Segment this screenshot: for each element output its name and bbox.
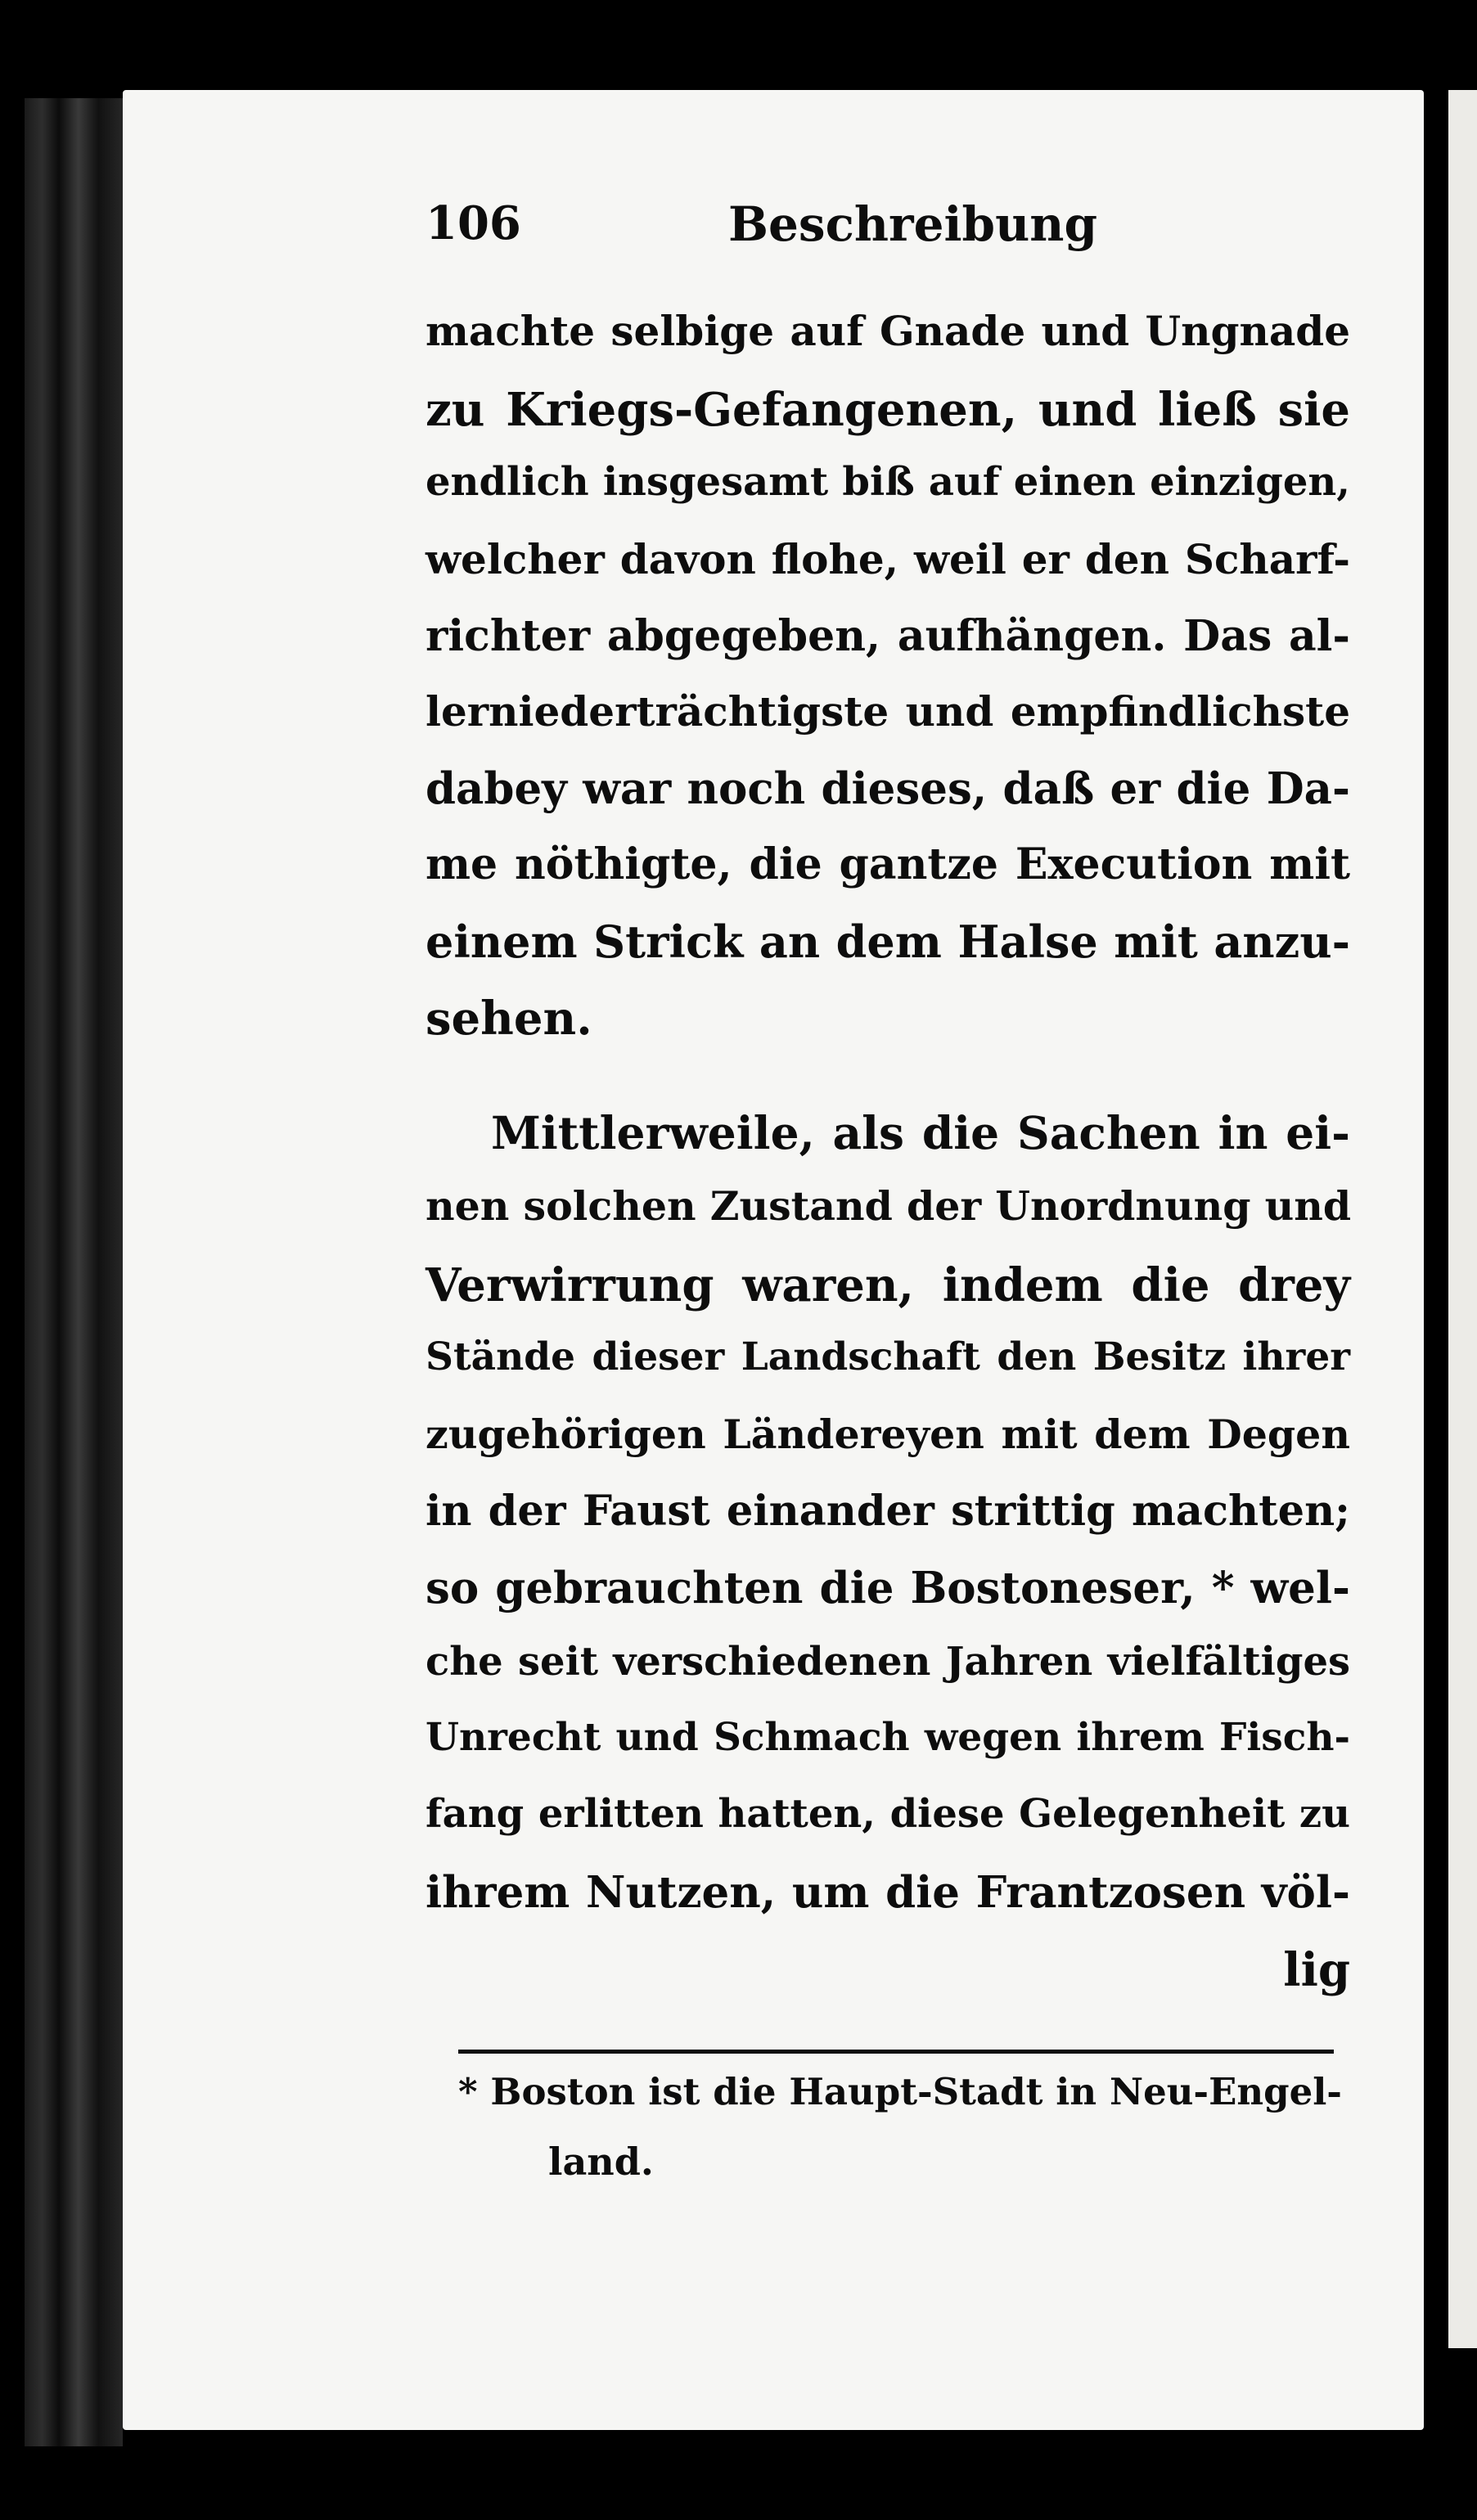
text-line: sehen. <box>426 992 592 1046</box>
text-line: so gebrauchten die Bostoneser, * wel- <box>426 1563 1350 1613</box>
text-line: Stände dieser Landschaft den Besitz ihrer <box>426 1334 1350 1379</box>
page-number: 106 <box>426 196 521 250</box>
text-line: me nöthigte, die gantze Execution mit <box>426 839 1350 889</box>
footnote-rule <box>458 2050 1334 2054</box>
text-line: ihrem Nutzen, um die Frantzosen völ- <box>426 1867 1350 1918</box>
text-line: welcher davon flohe, weil er den Scharf- <box>426 535 1350 583</box>
text-line: fang erlitten hatten, diese Gelegenheit zu <box>426 1791 1350 1837</box>
text-line: che seit verschiedenen Jahren vielfältiges <box>426 1639 1350 1685</box>
paragraph-first-line: Mittlerweile, als die Sachen in ei- <box>491 1106 1350 1159</box>
text-line: dabey war noch dieses, daß er die Da- <box>426 763 1350 814</box>
text-line: endlich insgesamt biß auf einen einzigen, <box>426 459 1350 505</box>
page-header <box>426 196 1162 270</box>
text-line: lerniederträchtigste und empfindlichste <box>426 687 1350 736</box>
text-line: zu Kriegs-Gefangenen, und ließ sie <box>426 383 1350 437</box>
text-line: einem Strick an dem Halse mit anzu- <box>426 916 1350 968</box>
catchword: lig <box>1283 1943 1350 1997</box>
footnote-line: * Boston ist die Haupt-Stadt in Neu-Engel- <box>458 2070 1342 2113</box>
text-line: Verwirrung waren, indem die drey <box>426 1258 1350 1312</box>
text-line: zugehörigen Ländereyen mit dem Degen <box>426 1411 1350 1458</box>
facing-page-edge <box>1448 90 1477 2348</box>
text-line: Unrecht und Schmach wegen ihrem Fisch- <box>426 1715 1350 1760</box>
text-line: richter abgegeben, aufhängen. Das al- <box>426 611 1350 661</box>
text-line: nen solchen Zustand der Unordnung und <box>426 1182 1352 1230</box>
footnote-line: land. <box>548 2140 654 2184</box>
text-line: in der Faust einander strittig machten; <box>426 1487 1350 1536</box>
book-spine-edge <box>25 98 123 2446</box>
text-line: machte selbige auf Gnade und Ungnade <box>426 307 1350 355</box>
running-head: Beschreibung <box>728 196 1098 252</box>
